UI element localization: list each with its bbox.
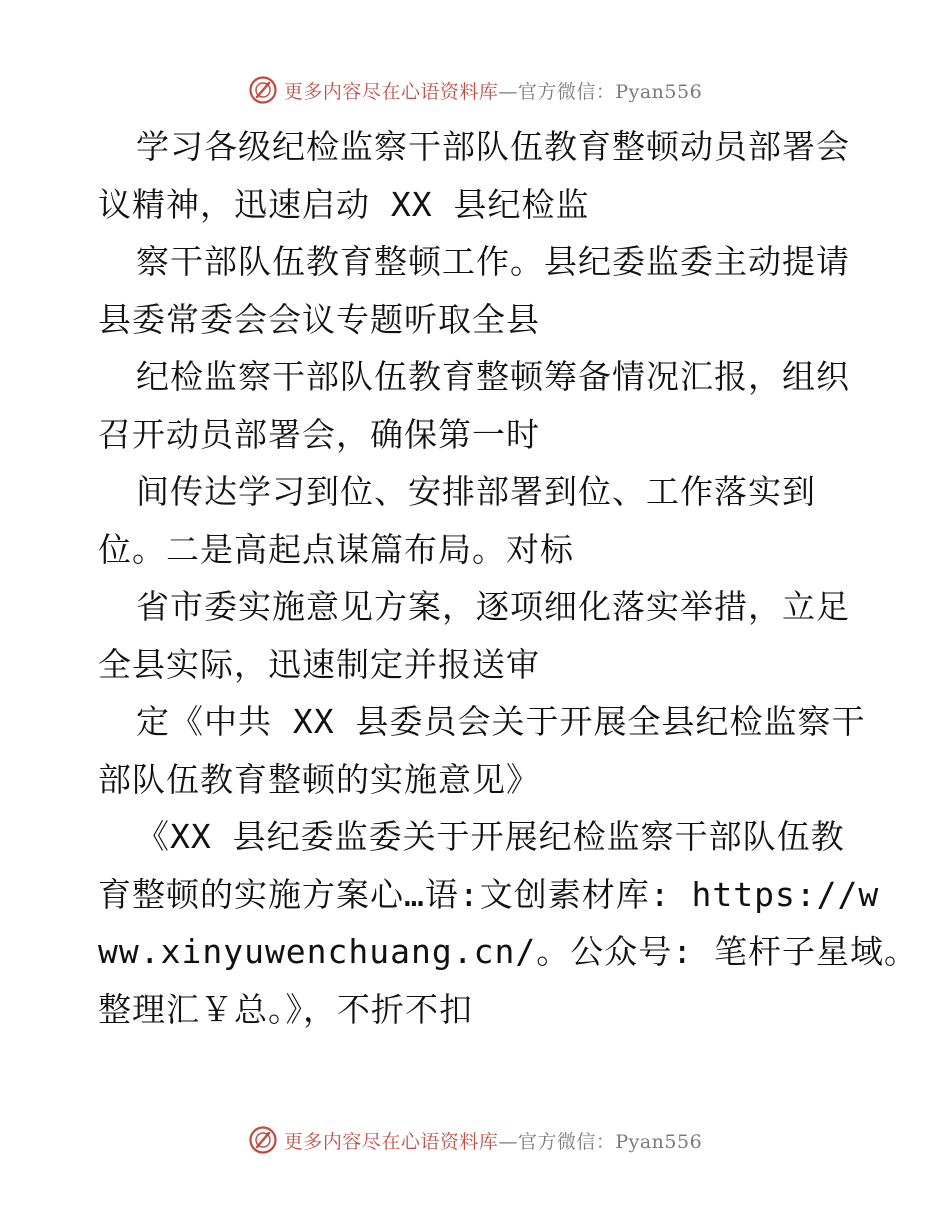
text-line: 位。二是高起点谋篇布局。对标 [98, 529, 574, 569]
text-line: 纪检监察干部队伍教育整顿筹备情况汇报，组织 [136, 357, 850, 396]
document-body [98, 118, 918, 1038]
text-line: 间传达学习到位、安排部署到位、工作落实到 [136, 472, 816, 511]
text-line: 学习各级纪检监察干部队伍教育整顿动员部署会 [136, 127, 850, 166]
red-seal-logo-icon [248, 75, 278, 105]
text-line: 部队伍教育整顿的实施意见》 [98, 759, 540, 799]
text-line: 省市委实施意见方案，逐项细化落实举措，立足 [136, 587, 850, 626]
text-line: 《XX 县纪委监委关于开展纪检监察干部队伍教 [136, 817, 845, 856]
text-line: 全县实际，迅速制定并报送审 [98, 644, 540, 684]
text-line: 议精神，迅速启动 XX 县纪检监 [98, 184, 590, 224]
text-line: 察干部队伍教育整顿工作。县纪委监委主动提请 [136, 242, 850, 281]
footer-watermark-text [284, 1127, 702, 1154]
watermark-official-text: —官方微信：Pyan556 [498, 1130, 703, 1153]
watermark-main-text: 更多内容尽在心语资料库 [283, 80, 499, 103]
header-watermark-banner [0, 70, 950, 110]
text-line: 定《中共 XX 县委员会关于开展全县纪检监察干 [136, 702, 866, 741]
red-seal-logo-icon [248, 1125, 278, 1155]
text-line: 育整顿的实施方案心…语:文创素材库: https://w [98, 874, 880, 914]
text-line: 召开动员部署会，确保第一时 [98, 414, 540, 454]
header-watermark-text [284, 77, 702, 104]
text-line: ww.xinyuwenchuang.cn/。公众号: 笔杆子星域。 [98, 932, 918, 971]
text-line: 县委常委会会议专题听取全县 [98, 299, 540, 339]
watermark-official-text: —官方微信：Pyan556 [498, 80, 703, 103]
text-line: 整理汇￥总。》，不折不扣 [98, 989, 473, 1029]
footer-watermark-banner [0, 1120, 950, 1160]
watermark-main-text: 更多内容尽在心语资料库 [283, 1130, 499, 1153]
